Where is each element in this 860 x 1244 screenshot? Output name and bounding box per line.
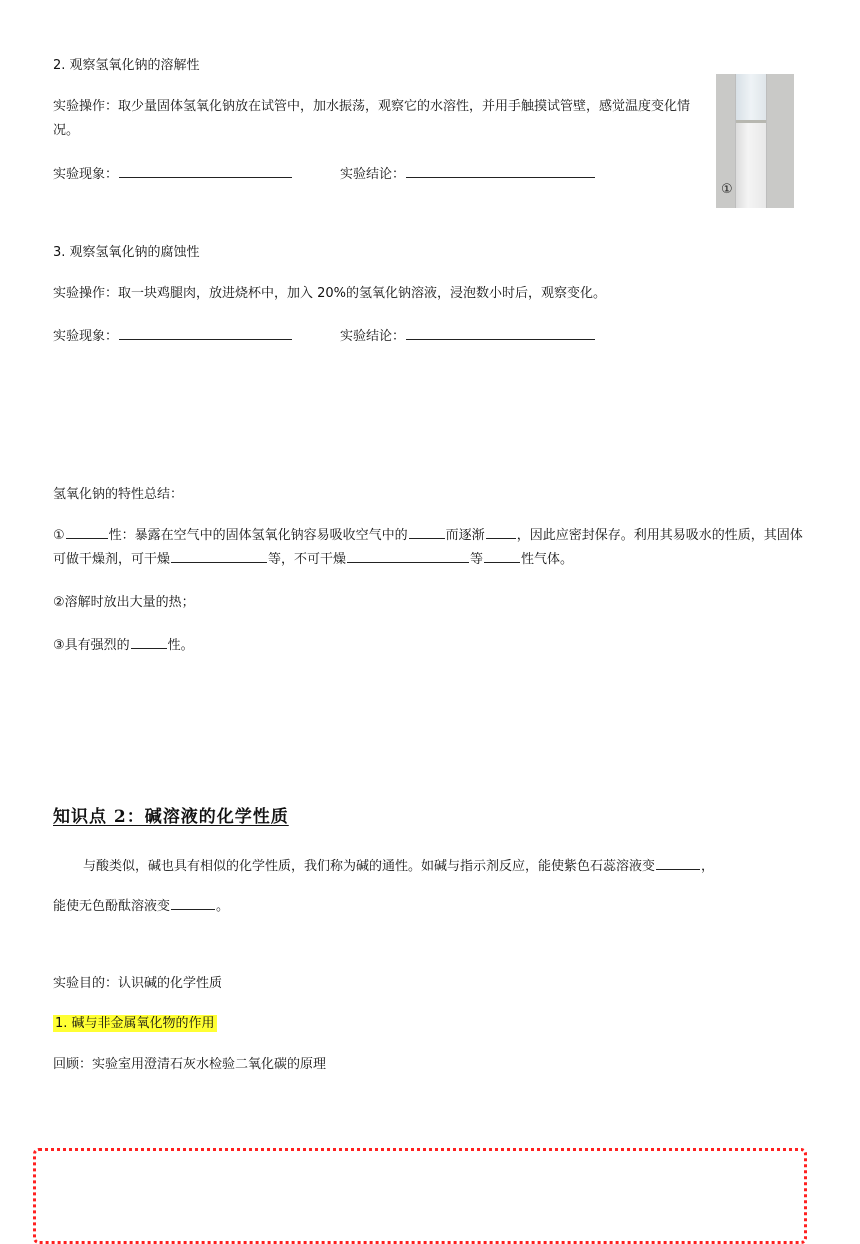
blank-3[interactable] (486, 524, 516, 539)
intro-text-b: ， (701, 859, 715, 874)
item1-text-e: 等，不可干燥 (268, 552, 347, 567)
item1-marker: ① (53, 528, 65, 543)
tube-upper (736, 74, 766, 120)
summary-item-3 (53, 634, 194, 655)
phenomenon-blank[interactable] (119, 163, 292, 178)
item3-text-b: 性。 (167, 638, 194, 653)
answer-box[interactable] (33, 1148, 807, 1244)
review-line: 回顾：实验室用澄清石灰水检验二氧化碳的原理 (53, 1057, 327, 1072)
conclusion-label: 实验结论： (340, 329, 406, 344)
section2-operation: 实验操作：取少量固体氢氧化钠放在试管中，加水振荡，观察它的水溶性，并用手触摸试管壁，感觉温度变化情况。 (53, 99, 691, 138)
conclusion-group (340, 163, 596, 184)
section3-operation: 实验操作：取一块鸡腿肉，放进烧杯中，加入 20%的氢氧化钠溶液，浸泡数小时后，观察变化。 (53, 286, 607, 301)
experiment-purpose: 实验目的：认识碱的化学性质 (53, 976, 223, 991)
item1-text-c: 而逐渐 (445, 528, 485, 543)
conclusion-group (340, 325, 596, 346)
blank-7[interactable] (131, 634, 167, 649)
blank-1[interactable] (66, 524, 108, 539)
conclusion-blank[interactable] (406, 325, 595, 340)
phenomenon-label: 实验现象： (53, 167, 119, 182)
intro-line-2 (53, 895, 229, 916)
item1-text-d: ，因此应密封保存。利用其易吸水的性质，其固体可做干燥剂，可干燥 (53, 528, 803, 567)
section3-title: 3. 观察氢氧化钠的腐蚀性 (53, 245, 200, 260)
tube-band (736, 120, 766, 123)
summary-title: 氢氧化钠的特性总结： (53, 487, 184, 502)
subtitle-highlight (53, 1015, 217, 1033)
test-tube-icon (735, 74, 767, 208)
item1-text-f: 等 (470, 552, 484, 567)
blank-6[interactable] (484, 548, 520, 563)
highlighted-subtitle: 1. 碱与非金属氧化物的作用 (55, 1016, 215, 1031)
intro-line-1 (83, 855, 714, 876)
blank-litmus[interactable] (656, 855, 700, 870)
conclusion-blank[interactable] (406, 163, 595, 178)
section3-answer-row (53, 325, 406, 346)
phenomenon-blank[interactable] (119, 325, 292, 340)
blank-phenolphthalein[interactable] (171, 895, 215, 910)
summary-item-2: ②溶解时放出大量的热； (53, 595, 195, 610)
section2-answer-row (53, 163, 406, 184)
blank-4[interactable] (171, 548, 267, 563)
item1-text-g: 性气体。 (521, 552, 574, 567)
section2-title: 2. 观察氢氧化钠的溶解性 (53, 58, 200, 73)
conclusion-label: 实验结论： (340, 167, 406, 182)
knowledge-heading: 知识点 2：碱溶液的化学性质 (53, 807, 289, 827)
blank-2[interactable] (409, 524, 445, 539)
test-tube-photo (716, 74, 794, 208)
blank-5[interactable] (347, 548, 469, 563)
intro-text-c: 能使无色酚酞溶液变 (53, 899, 171, 914)
photo-badge: ① (721, 182, 733, 197)
summary-item-1 (53, 524, 807, 572)
phenomenon-label: 实验现象： (53, 329, 119, 344)
item3-text-a: ③具有强烈的 (53, 638, 130, 653)
intro-text-a: 与酸类似，碱也具有相似的化学性质，我们称为碱的通性。如碱与指示剂反应，能使紫色石蕊溶液变 (83, 859, 656, 874)
intro-text-d: 。 (216, 899, 230, 914)
item1-text-b: 性：暴露在空气中的固体氢氧化钠容易吸收空气中的 (108, 528, 408, 543)
